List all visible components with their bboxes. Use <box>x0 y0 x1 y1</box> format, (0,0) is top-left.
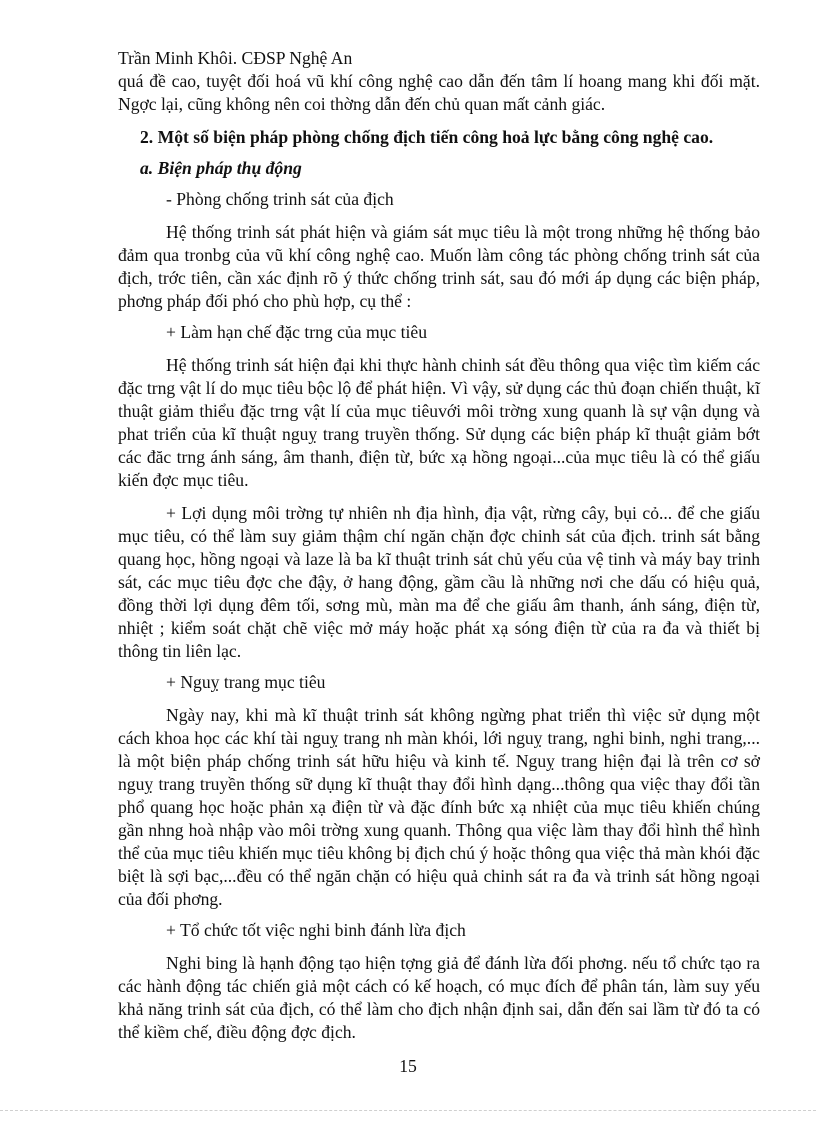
page-bottom-divider <box>0 1110 816 1111</box>
paragraph-camouflage: Ngày nay, khi mà kĩ thuật trinh sát không ngừng phat triển thì việc sử dụng một cách khoa học các khí tài nguỵ trang nh màn khói, lới nguỵ trang, nghi binh, nghi trang,... là một biện pháp chống trinh sát hữu hiệu và kinh tế. Nguỵ trang hiện đại là trên cơ sở nguỵ trang truyền thống sữ dụng kĩ thuật thay đổi hình dạng...thông qua việc thay đổi tần phổ quang học hoặc phản xạ điện từ và đặc đính bức xạ nhiệt của mục tiêu khiến chúng gần nhng hoà nhập vào môi trờng xung quanh. Thông qua việc làm thay đổi hình thể hình thể của mục tiêu khiến mục tiêu không bị địch chú ý hoặc thông qua việc thả màn khói đặc biệt là sợi bạc,...đều có thể ngăn chặn có hiệu quả chinh sát ra đa và trinh sát hồng ngoại của đối phơng. <box>118 705 760 909</box>
item-limit-features: + Làm hạn chế đặc trng của mục tiêu <box>166 322 428 342</box>
paragraph-reconnaissance: Hệ thống trinh sát phát hiện và giám sát mục tiêu là một trong những hệ thống bảo đảm qua tronbg của vũ khí công nghệ cao. Muốn làm công tác phòng chống trinh sát của địch, trớc tiên, cần xác định rõ ý thức chống trinh sát, sau đó mới áp dụng các biện pháp, phơng pháp đối phó cho phù hợp, cụ thể : <box>118 222 760 311</box>
subsection-heading: a. Biện pháp thụ động <box>140 158 302 178</box>
author-header: Trần Minh Khôi. CĐSP Nghệ An <box>118 48 353 68</box>
item-reconnaissance: - Phòng chống trinh sát của địch <box>166 189 394 209</box>
item-deception: + Tổ chức tốt việc nghi binh đánh lừa địch <box>166 920 466 940</box>
paragraph-use-environment: + Lợi dụng môi trờng tự nhiên nh địa hình, địa vật, rừng cây, bụi cỏ... để che giấu mục tiêu, có thể làm suy giảm thậm chí ngăn chặn đợc chinh sát của địch. trinh sát bằng quang học, hồng ngoại và laze là ba kĩ thuật trinh sát chủ yếu của vệ tinh và máy bay trinh sát, các mục tiêu đợc che đậy, ở hang động, gầm cầu là những nơi che dấu có hiệu quả, đồng thời lợi dụng đêm tối, sơng mù, màn ma để che giấu âm thanh, ánh sáng, điện từ, nhiệt ; kiểm soát chặt chẽ việc mở máy hoặc phát xạ sóng điện từ của ra đa và thiết bị thông tin liên lạc. <box>118 503 760 661</box>
item-camouflage: + Nguỵ trang mục tiêu <box>166 672 326 692</box>
paragraph-intro: quá đề cao, tuyệt đối hoá vũ khí công nghệ cao dẫn đến tâm lí hoang mang khi đối mặt. Ngợc lại, cũng không nên coi thờng dẫn đến chủ quan mất cảnh giác. <box>118 71 760 114</box>
paragraph-limit-features: Hệ thống trinh sát hiện đại khi thực hành chinh sát đều thông qua việc tìm kiếm các đặc trng vật lí do mục tiêu bộc lộ để phát hiện. Vì vậy, sử dụng các thủ đoạn chiến thuật, kĩ thuật giảm thiểu đặc trng vật lí của mục tiêuvới môi trờng xung quanh là sự vận dụng và phat triển của kĩ thuật nguỵ trang truyền thống. Sử dụng các biện pháp kĩ thuật giảm bớt các đăc trng ánh sáng, âm thanh, điện từ, bức xạ hồng ngoại...của mục tiêu là có thể giấu kiến đợc mục tiêu. <box>118 355 760 490</box>
page-number: 15 <box>399 1056 417 1076</box>
section-heading: 2. Một số biện pháp phòng chống địch tiến công hoả lực bằng công nghệ cao. <box>140 127 714 147</box>
document-page <box>118 47 760 1044</box>
paragraph-deception: Nghi bing là hạnh động tạo hiện tợng giả để đánh lừa đối phơng. nếu tổ chức tạo ra các hành động tác chiến giả một cách có kế hoạch, có mục đích để phân tán, làm suy yếu khả năng trinh sát của địch, có thể làm cho địch nhận định sai, dẫn đến sai lầm từ đó ta có thể kiềm chế, điều động đợc địch. <box>118 953 760 1042</box>
